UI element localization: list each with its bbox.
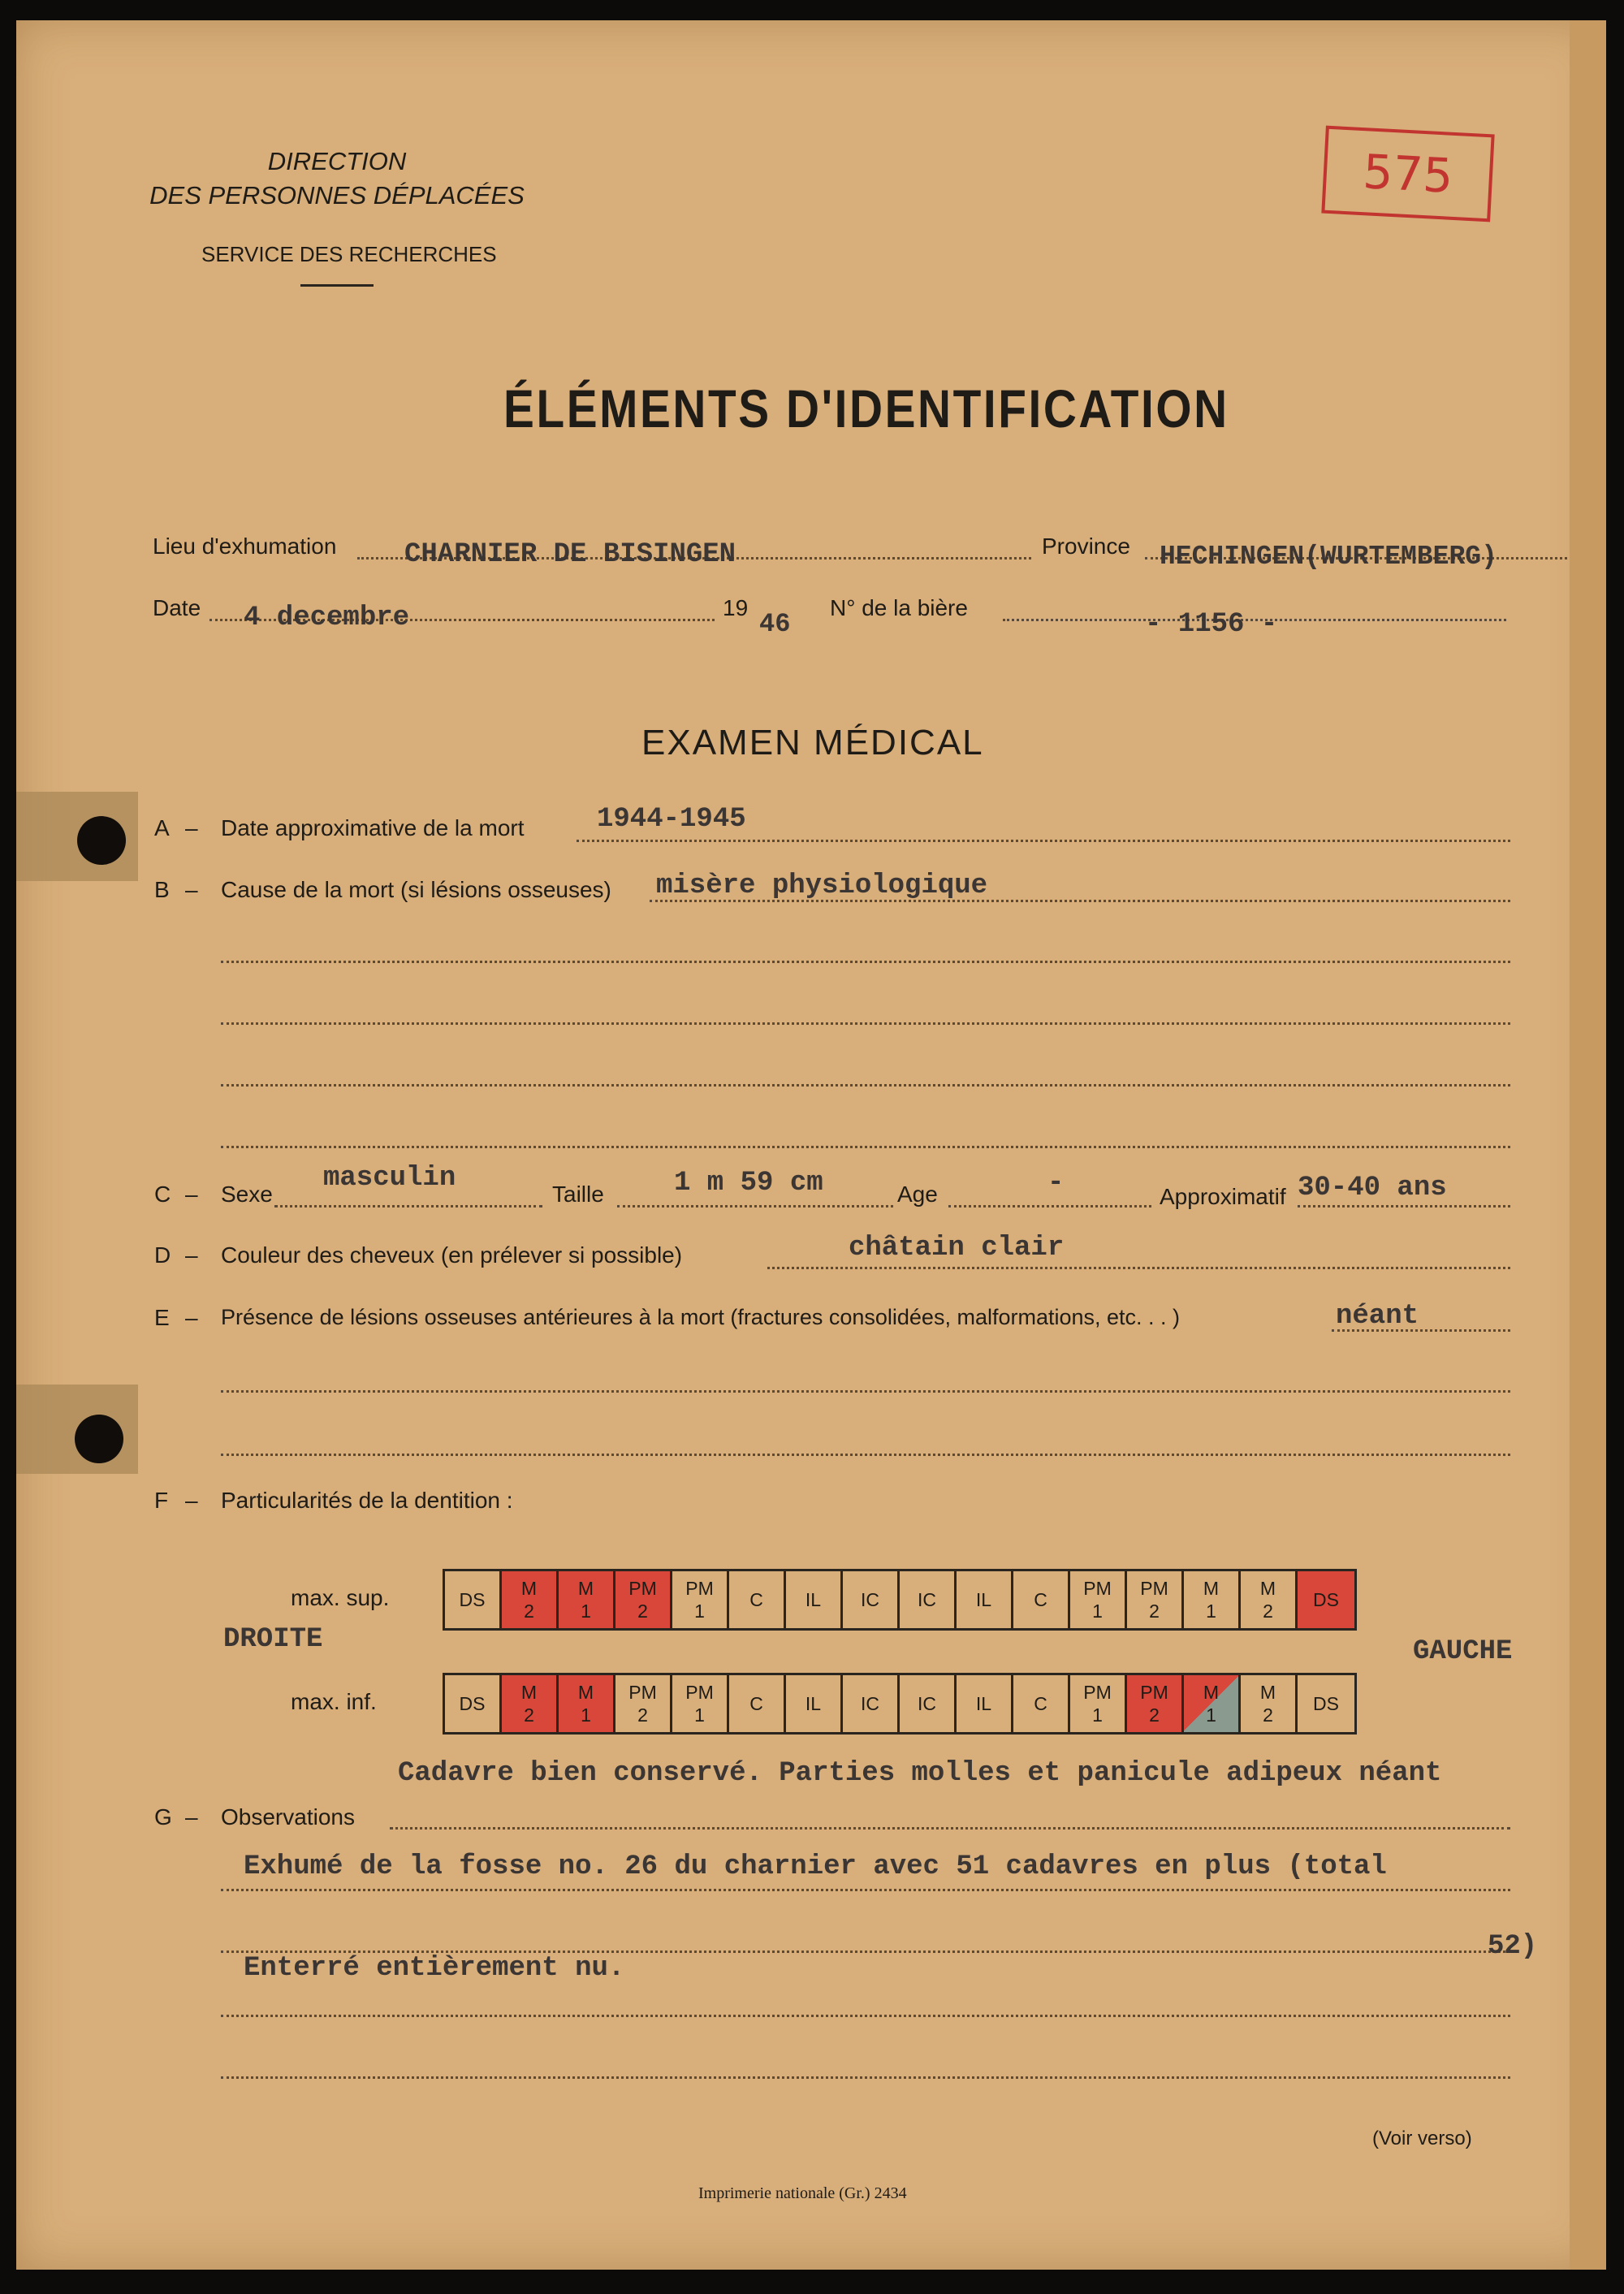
tooth-type: M <box>1203 1578 1220 1599</box>
tooth-cell <box>615 1675 672 1732</box>
date-value: 4 decembre <box>244 603 410 633</box>
tooth-cell <box>559 1571 615 1628</box>
section-f-label: Particularités de la dentition : <box>221 1488 513 1513</box>
tooth-cell <box>843 1571 900 1628</box>
tooth-type: PM <box>1083 1682 1112 1703</box>
dotted-line <box>274 1205 542 1207</box>
tooth-number: 2 <box>637 1704 648 1726</box>
section-a-value: 1944-1945 <box>597 804 746 835</box>
tooth-type: IC <box>918 1589 936 1610</box>
year-suffix: 46 <box>759 609 791 639</box>
tooth-cell <box>1013 1571 1070 1628</box>
lieu-label: Lieu d'exhumation <box>153 534 337 559</box>
tooth-number: 1 <box>1206 1601 1216 1622</box>
dash: – <box>185 1488 198 1513</box>
dotted-line <box>221 2076 1510 2079</box>
header-block <box>146 145 528 213</box>
observation-line-1: Exhumé de la fosse no. 26 du charnier avec 51 cadavres en plus (total <box>244 1851 1387 1882</box>
tooth-cell <box>615 1571 672 1628</box>
section-d-letter: D <box>154 1242 171 1268</box>
page-title: ÉLÉMENTS D'IDENTIFICATION <box>503 378 1229 438</box>
approx-label: Approximatif <box>1160 1184 1286 1209</box>
dotted-line <box>221 2015 1510 2017</box>
section-a-letter: A <box>154 815 170 840</box>
tooth-cell <box>672 1675 729 1732</box>
tooth-cell <box>843 1675 900 1732</box>
tooth-type: PM <box>628 1578 657 1599</box>
tooth-type: M <box>520 1682 538 1703</box>
dotted-line <box>767 1267 1510 1269</box>
tooth-type: IL <box>805 1693 822 1714</box>
tooth-cell <box>729 1675 786 1732</box>
age-label: Age <box>897 1182 938 1207</box>
exam-title: EXAMEN MÉDICAL <box>641 723 984 763</box>
tooth-number: 1 <box>1206 1704 1216 1726</box>
tooth-cell <box>445 1571 502 1628</box>
dotted-line <box>221 1454 1510 1456</box>
tooth-cell <box>957 1675 1013 1732</box>
tooth-type: IC <box>861 1693 879 1714</box>
province-label: Province <box>1042 534 1130 559</box>
tooth-cell <box>1127 1571 1184 1628</box>
dotted-line <box>221 1390 1510 1393</box>
section-e-value: néant <box>1336 1301 1419 1332</box>
dotted-line <box>221 1146 1510 1148</box>
tooth-type: M <box>577 1578 594 1599</box>
taille-value: 1 m 59 cm <box>674 1168 823 1199</box>
section-c-letter: C <box>154 1182 171 1207</box>
tooth-cell <box>502 1675 559 1732</box>
gauche-label: GAUCHE <box>1413 1636 1513 1667</box>
tooth-number: 2 <box>1149 1704 1160 1726</box>
dotted-line <box>1298 1205 1510 1207</box>
tooth-cell <box>1070 1675 1127 1732</box>
tooth-type: DS <box>459 1693 486 1714</box>
observation-line-2-end: 52) <box>1488 1931 1538 1962</box>
file-number-stamp: 575 <box>1321 126 1494 222</box>
section-e-label: Présence de lésions osseuses antérieures à la mort (fractures consolidées, malformations, etc. . . ) <box>221 1305 1181 1329</box>
date-label: Date <box>153 595 201 620</box>
sexe-label: Sexe <box>221 1182 273 1207</box>
tooth-cell <box>1298 1571 1354 1628</box>
tooth-cell <box>559 1675 615 1732</box>
lower-teeth-row <box>443 1673 1357 1735</box>
tooth-type: DS <box>1313 1693 1339 1714</box>
tooth-type: PM <box>1140 1578 1168 1599</box>
tooth-number: 2 <box>1263 1601 1273 1622</box>
tooth-cell <box>1184 1571 1241 1628</box>
lieu-value: CHARNIER DE BISINGEN <box>404 539 736 570</box>
voir-verso: (Voir verso) <box>1372 2128 1472 2149</box>
tooth-type: C <box>1034 1589 1047 1610</box>
section-b-label: Cause de la mort (si lésions osseuses) <box>221 877 611 902</box>
tooth-type: PM <box>685 1578 714 1599</box>
dash: – <box>185 1305 198 1330</box>
tooth-cell <box>1070 1571 1127 1628</box>
dotted-line <box>948 1205 1151 1207</box>
tooth-type: IL <box>805 1589 822 1610</box>
sexe-value: masculin <box>323 1163 456 1194</box>
tooth-type: C <box>1034 1693 1047 1714</box>
tooth-number: 2 <box>524 1601 534 1622</box>
observation-line-0: Cadavre bien conservé. Parties molles et panicule adipeux néant <box>398 1758 1442 1789</box>
section-f-letter: F <box>154 1488 169 1513</box>
tooth-type: DS <box>1313 1589 1339 1610</box>
tooth-cell <box>900 1571 957 1628</box>
tooth-type: PM <box>685 1682 714 1703</box>
section-e-letter: E <box>154 1305 170 1330</box>
header-line-1: DIRECTION <box>267 147 407 175</box>
tooth-number: 2 <box>524 1704 534 1726</box>
dash: – <box>185 815 198 840</box>
dotted-line <box>577 840 1510 842</box>
upper-teeth-row <box>443 1569 1357 1631</box>
header-divider <box>300 284 374 287</box>
dotted-line <box>221 1084 1510 1087</box>
tooth-number: 1 <box>1092 1704 1103 1726</box>
biere-label: N° de la bière <box>830 595 968 620</box>
tooth-cell <box>1241 1675 1298 1732</box>
tooth-number: 1 <box>581 1704 591 1726</box>
max-sup-label: max. sup. <box>291 1585 390 1610</box>
tooth-cell <box>1241 1571 1298 1628</box>
tooth-cell <box>900 1675 957 1732</box>
document-page <box>16 20 1604 2270</box>
tooth-type: C <box>749 1693 763 1714</box>
biere-value: - 1156 - <box>1145 609 1278 640</box>
tooth-cell <box>1013 1675 1070 1732</box>
droite-label: DROITE <box>223 1624 323 1655</box>
tooth-cell <box>1184 1675 1241 1732</box>
service-label: SERVICE DES RECHERCHES <box>201 242 497 266</box>
header-line-2: DES PERSONNES DÉPLACÉES <box>149 181 525 210</box>
tooth-type: IL <box>975 1693 992 1714</box>
tooth-type: M <box>520 1578 538 1599</box>
tooth-type: PM <box>628 1682 657 1703</box>
tooth-type: IC <box>861 1589 879 1610</box>
tooth-type: IL <box>975 1589 992 1610</box>
tooth-cell <box>1298 1675 1354 1732</box>
dash: – <box>185 1182 198 1207</box>
dash: – <box>185 877 198 902</box>
tooth-number: 2 <box>1263 1704 1273 1726</box>
tooth-cell <box>957 1571 1013 1628</box>
dash: – <box>185 1242 198 1268</box>
dotted-line <box>617 1205 893 1207</box>
tooth-cell <box>672 1571 729 1628</box>
tooth-number: 1 <box>694 1704 705 1726</box>
dotted-line <box>390 1827 1510 1830</box>
section-a-label: Date approximative de la mort <box>221 815 525 840</box>
tooth-type: M <box>1259 1682 1276 1703</box>
section-d-label: Couleur des cheveux (en prélever si possible) <box>221 1242 683 1268</box>
tooth-type: PM <box>1140 1682 1168 1703</box>
province-value: HECHINGEN(WURTEMBERG) <box>1160 542 1497 572</box>
approx-value: 30-40 ans <box>1298 1173 1447 1203</box>
punch-hole <box>75 1415 123 1463</box>
max-inf-label: max. inf. <box>291 1689 377 1714</box>
tooth-cell <box>1127 1675 1184 1732</box>
tooth-number: 2 <box>637 1601 648 1622</box>
tooth-type: PM <box>1083 1578 1112 1599</box>
tooth-cell <box>786 1675 843 1732</box>
dotted-line <box>221 961 1510 963</box>
section-b-value: misère physiologique <box>656 871 988 901</box>
tooth-number: 1 <box>694 1601 705 1622</box>
dash: – <box>185 1804 198 1830</box>
tooth-type: M <box>1259 1578 1276 1599</box>
imprint: Imprimerie nationale (Gr.) 2434 <box>698 2184 907 2202</box>
dotted-line <box>221 1022 1510 1025</box>
tooth-type: DS <box>459 1589 486 1610</box>
page-edge <box>1570 20 1606 2270</box>
section-b-letter: B <box>154 877 170 902</box>
tooth-type: M <box>577 1682 594 1703</box>
taille-label: Taille <box>552 1182 604 1207</box>
tooth-type: M <box>1203 1682 1220 1703</box>
tooth-number: 1 <box>1092 1601 1103 1622</box>
punch-hole <box>77 816 126 865</box>
section-g-label: Observations <box>221 1804 355 1830</box>
section-g-letter: G <box>154 1804 172 1830</box>
tooth-cell <box>786 1571 843 1628</box>
tooth-number: 1 <box>581 1601 591 1622</box>
tooth-cell <box>502 1571 559 1628</box>
tooth-cell <box>445 1675 502 1732</box>
tooth-type: C <box>749 1589 763 1610</box>
observation-line-3: Enterré entièrement nu. <box>244 1953 625 1984</box>
age-value: - <box>1047 1168 1065 1199</box>
tooth-type: IC <box>918 1693 936 1714</box>
dotted-line <box>221 1889 1510 1891</box>
tooth-cell <box>729 1571 786 1628</box>
tooth-number: 2 <box>1149 1601 1160 1622</box>
year-prefix: 19 <box>723 595 749 620</box>
section-d-value: châtain clair <box>849 1233 1065 1264</box>
